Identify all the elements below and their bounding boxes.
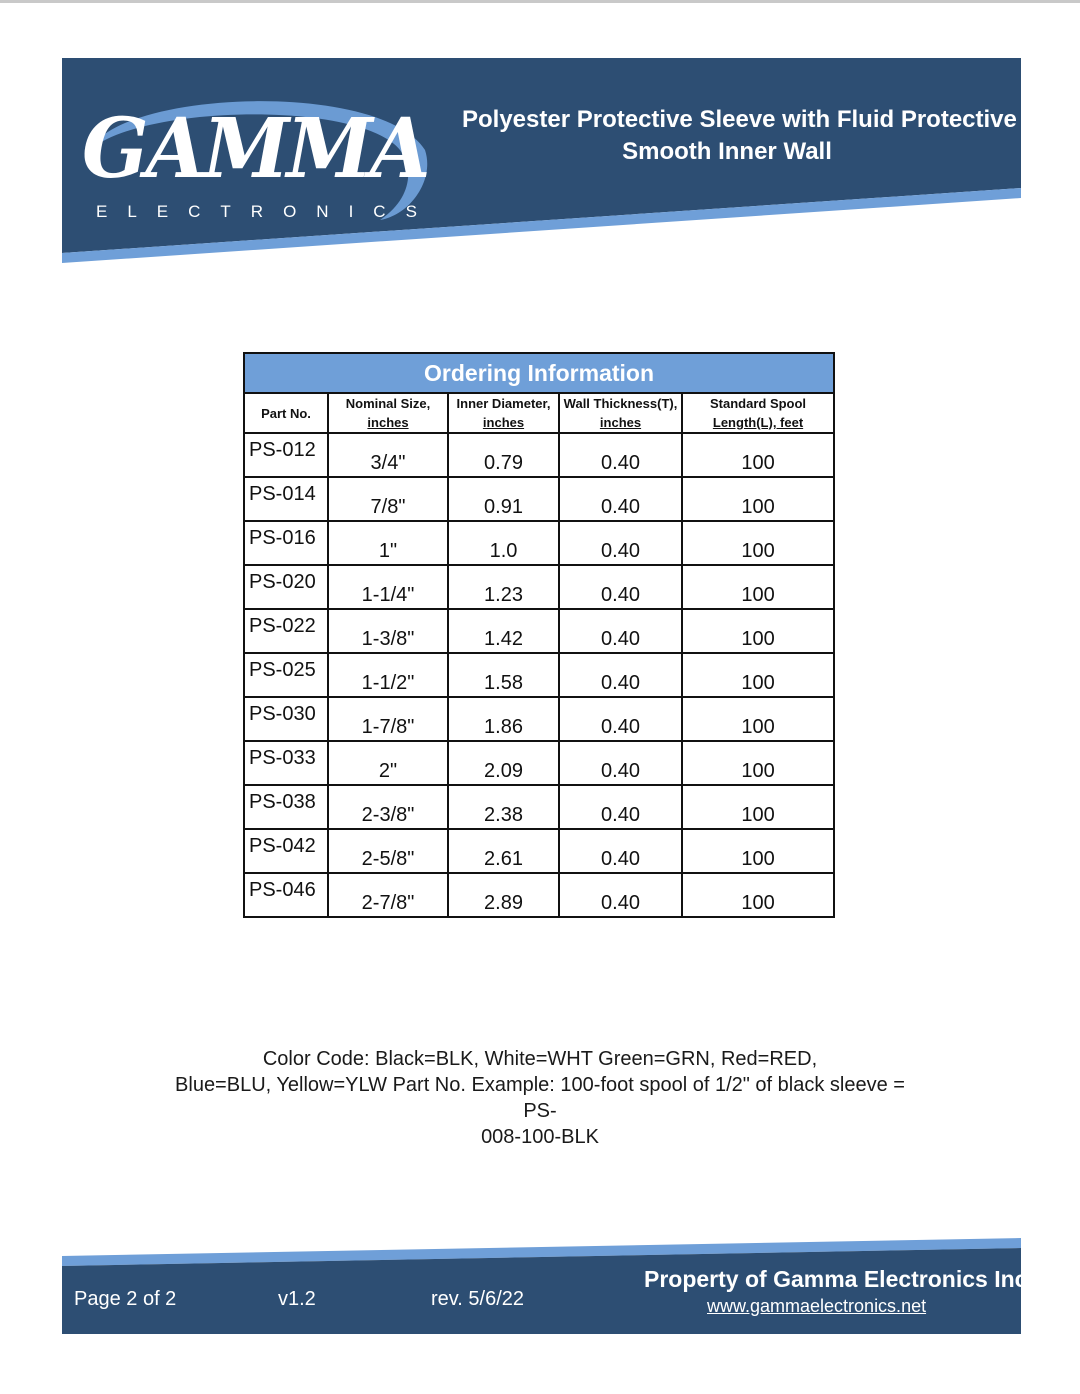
column-header (448, 393, 559, 433)
table-cell: 100 (682, 741, 834, 785)
table-cell: 1" (328, 521, 448, 565)
table-cell: 0.40 (559, 609, 682, 653)
table-header-row (244, 393, 834, 433)
table-cell: 0.40 (559, 653, 682, 697)
revision-date: rev. 5/6/22 (431, 1288, 525, 1310)
table-cell: 0.79 (448, 433, 559, 477)
part-number-cell: PS-020 (244, 565, 328, 609)
table-row (244, 741, 834, 785)
table-cell: 0.91 (448, 477, 559, 521)
table-cell: 2-3/8" (328, 785, 448, 829)
table-cell: 0.40 (559, 433, 682, 477)
note-line-3: 008-100-BLK (481, 1126, 599, 1148)
table-cell: 0.40 (559, 477, 682, 521)
table-cell: 100 (682, 785, 834, 829)
note-line-2: Blue=BLU, Yellow=YLW Part No. Example: 100-foot spool of 1/2" of black sleeve = PS- (175, 1074, 905, 1122)
column-header-unit: Length(L), feet (712, 415, 804, 430)
version: v1.2 (278, 1288, 316, 1310)
table-row (244, 433, 834, 477)
gamma-logo (80, 80, 440, 240)
table-cell: 0.40 (559, 873, 682, 917)
table-cell: 100 (682, 653, 834, 697)
table-title: Ordering Information (244, 353, 834, 393)
table-cell: 0.40 (559, 829, 682, 873)
part-number-cell: PS-038 (244, 785, 328, 829)
table-cell: 1.86 (448, 697, 559, 741)
table-cell: 100 (682, 609, 834, 653)
table-cell: 1.42 (448, 609, 559, 653)
page-number: Page 2 of 2 (74, 1288, 177, 1310)
table-cell: 0.40 (559, 785, 682, 829)
column-header-label: Nominal Size, (345, 396, 431, 411)
column-header (682, 393, 834, 433)
table-cell: 2.09 (448, 741, 559, 785)
part-number-cell: PS-033 (244, 741, 328, 785)
table-cell: 100 (682, 565, 834, 609)
table-row (244, 653, 834, 697)
ordering-table (243, 352, 835, 918)
table-cell: 1.23 (448, 565, 559, 609)
table-cell: 2-7/8" (328, 873, 448, 917)
table-cell: 100 (682, 433, 834, 477)
part-number-cell: PS-012 (244, 433, 328, 477)
table-cell: 100 (682, 873, 834, 917)
table-cell: 100 (682, 697, 834, 741)
table-row (244, 829, 834, 873)
column-header-unit: inches (599, 415, 642, 430)
column-header (328, 393, 448, 433)
table-cell: 1.0 (448, 521, 559, 565)
part-number-cell: PS-046 (244, 873, 328, 917)
table-cell: 1-1/2" (328, 653, 448, 697)
table-body (244, 433, 834, 917)
table-cell: 2.89 (448, 873, 559, 917)
column-header-label: Part No. (261, 405, 311, 421)
title-line-1: Polyester Protective Sleeve with Fluid Protective (462, 106, 1017, 133)
title-line-2: Smooth Inner Wall (622, 138, 832, 165)
table-row (244, 565, 834, 609)
table-cell: 100 (682, 477, 834, 521)
top-divider (0, 0, 1080, 3)
footer-banner (62, 1236, 1034, 1336)
logo-wordmark: GAMMA (82, 101, 428, 197)
table-cell: 0.40 (559, 697, 682, 741)
table-cell: 100 (682, 521, 834, 565)
table-cell: 1-3/8" (328, 609, 448, 653)
column-header (244, 393, 328, 433)
note-line-1: Color Code: Black=BLK, White=WHT Green=GRN, Red=RED, (262, 1048, 818, 1070)
table-row (244, 609, 834, 653)
table-cell: 3/4" (328, 433, 448, 477)
table-cell: 0.40 (559, 521, 682, 565)
table-cell: 2.61 (448, 829, 559, 873)
property-notice: Property of Gamma Electronics Inc. (644, 1266, 1034, 1292)
part-number-cell: PS-030 (244, 697, 328, 741)
table-cell: 1-1/4" (328, 565, 448, 609)
table-cell: 0.40 (559, 565, 682, 609)
part-number-cell: PS-022 (244, 609, 328, 653)
table-cell: 1-7/8" (328, 697, 448, 741)
column-header-label: Standard Spool (709, 396, 807, 411)
column-header-unit: inches (482, 415, 525, 430)
table-cell: 2.38 (448, 785, 559, 829)
table-cell: 2-5/8" (328, 829, 448, 873)
column-header-label: Wall Thickness(T), (563, 396, 678, 411)
table-row (244, 521, 834, 565)
table-row (244, 785, 834, 829)
column-header-unit: inches (367, 415, 409, 430)
table-cell: 7/8" (328, 477, 448, 521)
part-number-cell: PS-014 (244, 477, 328, 521)
part-number-cell: PS-016 (244, 521, 328, 565)
table-cell: 0.40 (559, 741, 682, 785)
table-cell: 1.58 (448, 653, 559, 697)
document-title (462, 104, 1017, 168)
logo-subtitle: ELECTRONICS (96, 202, 437, 221)
color-code-note (160, 1046, 920, 1150)
column-header (559, 393, 682, 433)
part-number-cell: PS-042 (244, 829, 328, 873)
table-cell: 2" (328, 741, 448, 785)
part-number-cell: PS-025 (244, 653, 328, 697)
table-row (244, 697, 834, 741)
table-cell: 100 (682, 829, 834, 873)
header-banner (62, 58, 1021, 268)
website-link[interactable]: www.gammaelectronics.net (707, 1296, 927, 1316)
table-row (244, 477, 834, 521)
column-header-label: Inner Diameter, (456, 396, 551, 411)
table-row (244, 873, 834, 917)
